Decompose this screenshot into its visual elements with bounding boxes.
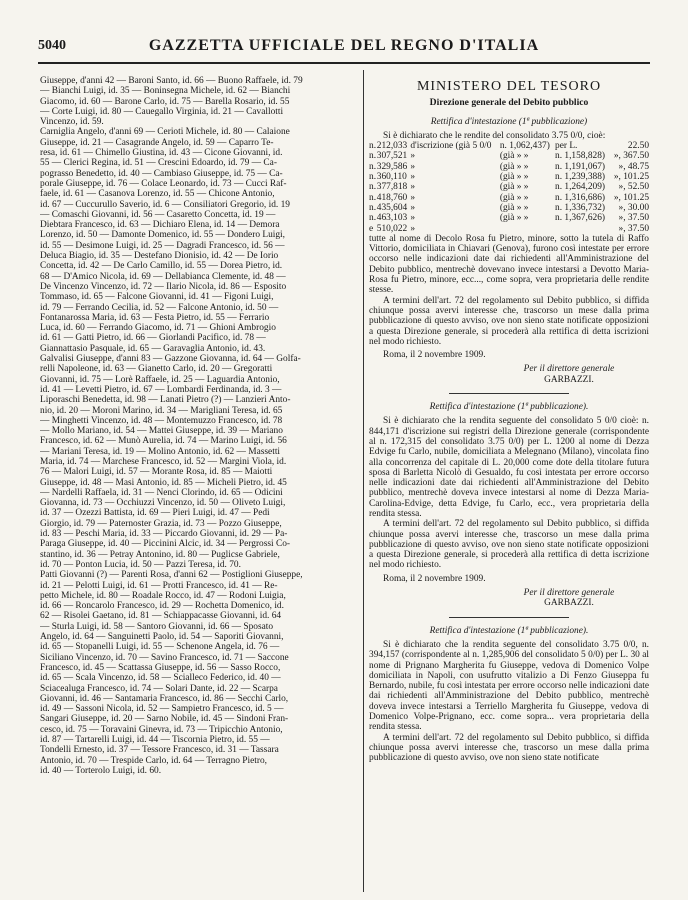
rendite-cell: (già » »: [499, 202, 529, 213]
rendite-cell: 307,521: [376, 151, 408, 162]
name-list-line: nio, id. 20 — Moroni Marino, id. 34 — Marigliani Teresa, id. 65: [40, 405, 283, 416]
name-list-line: Giuseppe, id. 48 — Masi Antonio, id. 85 — Micheli Pietro, id. 45: [40, 477, 287, 488]
rendite-row: [369, 141, 649, 151]
rendite-row: [369, 182, 649, 192]
rendite-cell: n.: [369, 192, 377, 203]
name-list-line: id. 70 — Ponton Lucia, id. 50 — Pazzi Teresa, id. 70.: [40, 559, 241, 570]
name-list-line: Tommaso, id. 65 — Falcone Giovanni, id. 41 — Figoni Luigi,: [40, 292, 274, 303]
name-list-line: 55 — Clerici Regina, id. 51 — Crescini Edoardo, id. 79 — Ca-: [40, 158, 277, 169]
rendite-cell: 360,110: [376, 172, 407, 183]
rendite-cell: »: [410, 213, 416, 224]
rendite-cell: n.: [369, 161, 377, 172]
name-list-line: Sangari Giuseppe, id. 20 — Sarno Nobile, id. 45 — Sindoni Fran-: [40, 714, 289, 725]
rendite-cell: », 37.50: [618, 223, 649, 234]
rendite-cell: n. 1,367,626): [555, 213, 605, 224]
header-rule: [38, 62, 650, 64]
notice-1-terms: A termini dell'art. 72 del regolamento sul Debito pubblico, si diffida chiunque possa avervi interesse che, trascorso un mese dalla prima pubblicazione di questo avviso, ove non sieno state notificate opposizioni a questa Direzione generale, si procederà alla rettifica di detta iscrizioni nel modo richiesto.: [369, 295, 649, 347]
name-list-line: Diebtara Francesco, id. 63 — Dichiaro Elena, id. 14 — Demora: [40, 220, 280, 231]
rendite-cell: », 52.50: [618, 182, 649, 193]
name-list-line: Siciliano Vincenzo, id. 70 — Savino Francesco, id. 71 — Saccone: [40, 652, 289, 663]
rendite-cell: 435,604: [376, 202, 408, 213]
name-list-line: Patti Giovanni (?) — Parenti Rosa, d'anni 62 — Postiglioni Giuseppe,: [40, 570, 303, 581]
name-list-line: — Comaschi Giovanni, id. 56 — Casaretto Concetta, id. 19 —: [40, 209, 276, 220]
rendite-cell: », 48.75: [618, 161, 649, 172]
rendite-cell: »: [410, 172, 416, 183]
page-number: 5040: [38, 38, 66, 53]
name-list-line: Giovanni, id. 75 — Lorè Raffaele, id. 25 — Laguardia Antonio,: [40, 374, 280, 385]
name-list-line: — Sturla Luigi, id. 58 — Santoro Giovanni, id. 66 — Sposato: [40, 621, 274, 632]
rendite-cell: n. 1,316,686): [555, 192, 605, 203]
name-list-line: id. 79 — Ferrando Cecilia, id. 52 — Falcone Antonio, id. 50 —: [40, 302, 279, 313]
name-list-line: Paraga Giuseppe, id. 40 — Piccinini Alcic, id. 34 — Pergrossi Co-: [40, 539, 291, 550]
notice-2-sign-role: Per il direttore generale: [523, 588, 615, 599]
notice-2-heading: Rettifica d'intestazione (1ª pubblicazione).: [429, 402, 589, 413]
rendite-cell: »: [410, 223, 416, 234]
name-list-line: Lorenzo, id. 50 — Damonte Domenico, id. 55 — Dondero Luigi,: [40, 230, 286, 241]
rendite-cell: n. 1,239,388): [555, 172, 605, 183]
rendite-cell: 212,033: [376, 141, 408, 152]
rendite-cell: per L.: [555, 141, 578, 152]
name-list-line: id. 83 — Peschi Maria, id. 33 — Piccardo Giovanni, id. 29 — Pa-: [40, 529, 288, 540]
name-list-line: id. 67 — Cuccurullo Saverio, id. 6 — Consiliatori Gregorio, id. 19: [40, 199, 290, 210]
right-column: [369, 76, 649, 894]
rendite-cell: »: [410, 161, 416, 172]
notice-2-terms: A termini dell'art. 72 del regolamento sul Debito pubblico, si diffida chiunque possa avervi interesse che, trascorso un mese dalla prima pubblicazione di questo avviso, ove non sieno state notificate opposizioni a questa Direzione generale, si procederà alla rettifica di detta iscrizione nel modo richiesto.: [369, 519, 649, 571]
name-list-line: id. 65 — Scala Vincenzo, id. 58 — Scialleco Federico, id. 40 —: [40, 673, 281, 684]
gazette-title: GAZZETTA UFFICIALE DEL REGNO D'ITALIA: [148, 37, 540, 54]
rendite-cell: »: [410, 151, 416, 162]
notice-2-sign-name: GARBAZZI.: [544, 598, 594, 609]
name-list-line: Carniglia Angelo, d'anni 69 — Cerioti Michele, id. 80 — Calaione: [40, 127, 290, 138]
name-list-line: Deluca Biagio, id. 35 — Destefano Dionisio, id. 42 — De Iorio: [40, 251, 279, 262]
name-list-line: — Nardelli Raffaela, id. 31 — Nenci Clorindo, id. 65 — Odicini: [40, 487, 283, 498]
rendite-cell: [500, 224, 555, 234]
name-list-line: id. 65 — Stopanelli Luigi, id. 55 — Schenone Angela, id. 76 —: [40, 642, 280, 653]
notice-3-terms: A termini dell'art. 72 del regolamento sul Debito pubblico, si diffida chiunque possa avervi interesse che, trascorso un mese dalla prima pubblicazione di questo avviso, ove non sieno state notificate: [369, 732, 649, 764]
rendite-cell: n.: [369, 182, 377, 193]
name-list-line: — Mollo Mariano, id. 54 — Mattei Giuseppe, id. 39 — Mariano: [40, 426, 283, 437]
rendite-row: [369, 151, 649, 161]
rendite-cell: 329,586: [376, 161, 408, 172]
rendite-cell: (già » »: [499, 172, 529, 183]
name-list-line: Giorgio, id. 79 — Paternoster Grazia, id. 73 — Pozzo Giuseppe,: [40, 518, 282, 529]
rendite-cell: », 367.50: [613, 151, 649, 162]
rendite-row: [369, 162, 649, 172]
name-list-line: Giuseppe, id. 21 — Casagrande Angelo, id. 59 — Caparro Te-: [40, 137, 274, 148]
name-list-line: id. 21 — Pelotti Luigi, id. 61 — Protti Francesco, id. 41 — Re-: [40, 580, 278, 591]
name-list-line: 76 — Malori Luigi, id. 57 — Morante Rosa, id. 85 — Maiotti: [40, 467, 273, 478]
left-column-name-list: [40, 76, 358, 894]
name-list-line: De Vincenzo Vincenzo, id. 72 — Ilario Nicola, id. 86 — Esposito: [40, 281, 287, 292]
rendite-cell: d'iscrizione (già 5 0/0: [410, 141, 492, 152]
rendite-cell: 22.50: [627, 141, 649, 152]
name-list-line: id. 61 — Gatti Pietro, id. 66 — Giorlandi Pacifico, id. 78 —: [40, 333, 266, 344]
notice-1-place-date: Roma, il 2 novembre 1909.: [383, 350, 486, 361]
rendite-cell: », 101.25: [613, 192, 649, 203]
name-list-line: Galvalisi Giuseppe, d'anni 83 — Gazzone Giovanna, id. 64 — Golfa-: [40, 354, 301, 365]
notice-1-sign-role: Per il direttore generale: [523, 364, 615, 375]
name-list-line: — Minghetti Vincenzo, id. 48 — Montemuzzo Francesco, id. 78: [40, 415, 283, 426]
notice-3-body: Si è dichiarato che la rendita seguente del consolidato 3.75 0/0, n. 394,157 (corrispondente al n. 1,285,906 del consolidato 5 0/0) per L. 30 al nome di Prignano Margherita fu Giuseppe, vedova di Domenico Volpe domiciliata in Napoli, con usufrutto vitalizio a Di Fenzo Giuseppa fu Bernardo, nubile, fu così intestata per errore occorso nelle indicazioni date dai richiedenti all'Amministrazione del Debito pubblico, mentrechè doveva invece intestarsi a Terriello Margherita fu Giuseppe, vedova di Domenico Volpe-Prignano, ecc. come sopra... vera proprietaria della rendita stessa.: [369, 639, 649, 733]
notice-1-body: tutte al nome di Decolo Rosa fu Pietro, minore, sotto la tutela di Raffo Vittorio, domiciliata in Chiavari (Genova), furono così intestate per errore occorso nelle indicazioni date dai richiedenti all'Amministrazione del Debito pubblico, mentrechè dovevano invece intestarsi a Devotto Maria-Rosa fu Pietro, minore, ecc..., come sopra, vera proprietaria delle rendite stesse.: [369, 233, 649, 296]
name-list-line: petto Michele, id. 80 — Roadale Rocco, id. 47 — Rodoni Luigia,: [40, 590, 286, 601]
rendite-cell: », 37.50: [618, 213, 649, 224]
rendite-cell: [555, 224, 610, 234]
name-list-line: porale Giuseppe, id. 76 — Colace Leonardo, id. 73 — Cucci Raf-: [40, 178, 287, 189]
rendite-cell: e: [369, 223, 374, 234]
rendite-cell: »: [410, 202, 416, 213]
rendite-cell: (già » »: [499, 192, 529, 203]
rendite-row: [369, 213, 649, 223]
rendite-cell: 463,103: [376, 213, 408, 224]
name-list-line: cesco, id. 75 — Toravaini Ginevra, id. 73 — Tripicchio Antonio,: [40, 724, 283, 735]
name-list-line: id. 41 — Levetti Pietro, id. 67 — Lombardi Ferdinanda, id. 3 —: [40, 384, 282, 395]
name-list-line: — Mariani Teresa, id. 19 — Molino Antonio, id. 62 — Massetti: [40, 446, 281, 457]
name-list-line: 68 — D'Amico Nicola, id. 69 — Dellabianca Clemente, id. 48 —: [40, 271, 286, 282]
rendite-cell: 377,818: [376, 182, 408, 193]
direction-heading: Direzione generale del Debito pubblico: [429, 97, 589, 109]
rendite-cell: (già » »: [499, 213, 529, 224]
rendite-cell: n.: [369, 151, 377, 162]
rendite-cell: n. 1,191,067): [555, 161, 605, 172]
ministry-heading: MINISTERO DEL TESORO: [416, 79, 602, 94]
name-list-line: Giannattasio Pasquale, id. 65 — Garavaglia Antonio, id. 43.: [40, 343, 266, 354]
separator-rule: [449, 393, 569, 394]
rendite-cell: n. 1,264,209): [555, 182, 605, 193]
rendite-cell: », 101.25: [613, 172, 649, 183]
name-list-line: Luca, id. 60 — Ferrando Giacomo, id. 71 — Ghioni Ambrogio: [40, 323, 276, 334]
name-list-line: id. 49 — Sassoni Nicola, id. 52 — Sampietro Francesco, id. 5 —: [40, 704, 284, 715]
separator-rule: [449, 617, 569, 618]
name-list-line: resa, id. 61 — Chimello Giustina, id. 43 — Cicone Giovanni, id.: [40, 148, 283, 159]
name-list-line: Tondelli Ernesto, id. 37 — Tessore Francesco, id. 31 — Tassara: [40, 745, 279, 756]
name-list-line: relli Napoleone, id. 63 — Gianetto Carlo, id. 20 — Gregoratti: [40, 364, 273, 375]
notice-3-heading: Rettifica d'intestazione (1ª pubblicazione).: [429, 625, 589, 636]
rendite-cell: n.: [369, 141, 377, 152]
name-list-line: Giovanni, id. 46 — Santamaria Francesco, id. 86 — Secchi Carlo,: [40, 693, 289, 704]
rendite-cell: (già » »: [499, 161, 529, 172]
name-list-line: Giovanna, id. 73 — Occhiuzzi Vincenzo, id. 50 — Oliveto Luigi,: [40, 498, 286, 509]
notice-2-place-date: Roma, il 2 novembre 1909.: [383, 573, 486, 584]
name-list-line: 62 — Risolei Gaetano, id. 81 — Schiappacasse Giovanni, id. 64: [40, 611, 282, 622]
rendite-cell: 510,022: [376, 223, 408, 234]
name-list-line: — Corte Luigi, id. 80 — Cauegallo Virginia, id. 21 — Cavallotti: [40, 106, 284, 117]
name-list-line: faele, id. 61 — Casanova Lorenzo, id. 55 — Chicone Antonio,: [40, 189, 275, 200]
rendite-cell: », 30.00: [618, 202, 649, 213]
rendite-row: [369, 224, 649, 234]
name-list-line: pograsso Benedetto, id. 40 — Cambiaso Giuseppe, id. 75 — Ca-: [40, 168, 283, 179]
name-list-line: id. 87 — Tartarelli Luigi, id. 44 — Tiscornia Pietro, id. 55 —: [40, 735, 270, 745]
rendite-cell: »: [410, 182, 416, 193]
rendite-cell: (già » »: [499, 182, 529, 193]
name-list-line: id. 66 — Roncarolo Francesco, id. 29 — Rochetta Domenico, id.: [40, 601, 284, 612]
name-list-line: Francesco, id. 45 — Scattassa Giuseppe, id. 56 — Sasso Rocco,: [40, 662, 281, 673]
notice-1-heading: Rettifica d'intestazione (1ª pubblicazione): [430, 116, 588, 127]
rendite-cell: n. 1,062,437): [499, 141, 550, 152]
name-list-line: Sciacealuga Francesco, id. 74 — Solari Dante, id. 22 — Scarpa: [40, 683, 278, 694]
column-divider: [363, 70, 364, 892]
rendite-cell: n. 1,158,828): [555, 151, 605, 162]
name-list-line: Francesco, id. 62 — Munò Aurelia, id. 74 — Marino Luigi, id. 56: [40, 436, 287, 447]
rendite-cell: (già » »: [499, 151, 529, 162]
name-list-line: Maria, id. 74 — Marchese Francesco, id. 52 — Margini Viola, id.: [40, 456, 287, 467]
name-list-line: id. 37 — Ozezzi Battista, id. 69 — Pieri Luigi, id. 47 — Pedi: [40, 508, 270, 519]
name-list-line: — Bianchi Luigi, id. 35 — Boninsegna Michele, id. 62 — Bianchi: [40, 86, 291, 97]
name-list-line: Fontanarossa Maria, id. 63 — Festa Pietro, id. 55 — Ferrario: [40, 312, 270, 323]
notice-2-body: Si è dichiarato che la rendita seguente del consolidato 5 0/0 cioè: n. 844,171 d'iscrizione sui registri della Direzione generale (corrispondente al n. 172,315 del consolidato 3.75 0/0) per L. 1200 al nome di Dezza Edvige fu Carlo, nubile, domiciliata a Melegnano (Milano), vincolata fino alla concorrenza del capitale di L. 20,000 come dote della titolare futura sposa di Barletta Nicolò di Gesualdo, fu così intestata per errore occorso nelle indicazioni date dai richiedenti all'Amministrazione del Debito pubblico, mentrechè doveva invece intestarsi al nome di Dezza Maria-Carolina-Edvige, detta Edvige, fu Carlo, ecc., vera proprietaria della rendita stessa.: [369, 416, 649, 519]
rendite-row: [369, 203, 649, 213]
rendite-cell: n.: [369, 202, 377, 213]
rendite-cell: n.: [369, 213, 377, 224]
name-list-line: Giuseppe, d'anni 42 — Baroni Santo, id. 66 — Buono Raffaele, id. 79: [40, 76, 303, 86]
name-list-line: Angelo, id. 64 — Sanguinetti Paolo, id. 54 — Saporiti Giovanni,: [40, 632, 284, 643]
rendite-cell: »: [410, 192, 416, 203]
name-list-line: Liporaschi Benedetta, id. 98 — Lanati Pietro (?) — Lanzieri Anto-: [40, 395, 291, 406]
rendite-row: [369, 172, 649, 182]
rendite-cell: 418,760: [376, 192, 408, 203]
name-list-line: id. 40 — Torterolo Luigi, id. 60.: [40, 765, 162, 776]
notice-1-sign-name: GARBAZZI.: [544, 374, 594, 385]
name-list-line: stantino, id. 36 — Petray Antonino, id. 80 — Puglicse Gabriele,: [40, 549, 280, 560]
rendite-cell: n.: [369, 172, 377, 183]
notice-1-intro: Si è dichiarato che le rendite del consolidato 3.75 0/0, cioè:: [383, 130, 606, 141]
name-list-line: id. 55 — Desimone Luigi, id. 25 — Dagradi Francesco, id. 56 —: [40, 240, 285, 251]
name-list-line: Vincenzo, id. 59.: [40, 117, 104, 128]
rendite-table: [369, 141, 649, 234]
name-list-line: Antonio, id. 70 — Trespide Carlo, id. 64 — Terragno Pietro,: [40, 755, 268, 766]
rendite-row: [369, 193, 649, 203]
page-header: [38, 34, 650, 58]
name-list-line: Giacomo, id. 60 — Barone Carlo, id. 75 — Barella Rosario, id. 55: [40, 96, 290, 107]
rendite-cell: n. 1,336,732): [555, 202, 605, 213]
name-list-line: Concetta, id. 42 — De Carlo Camillo, id. 55 — Dorea Pietro, id.: [40, 261, 283, 272]
